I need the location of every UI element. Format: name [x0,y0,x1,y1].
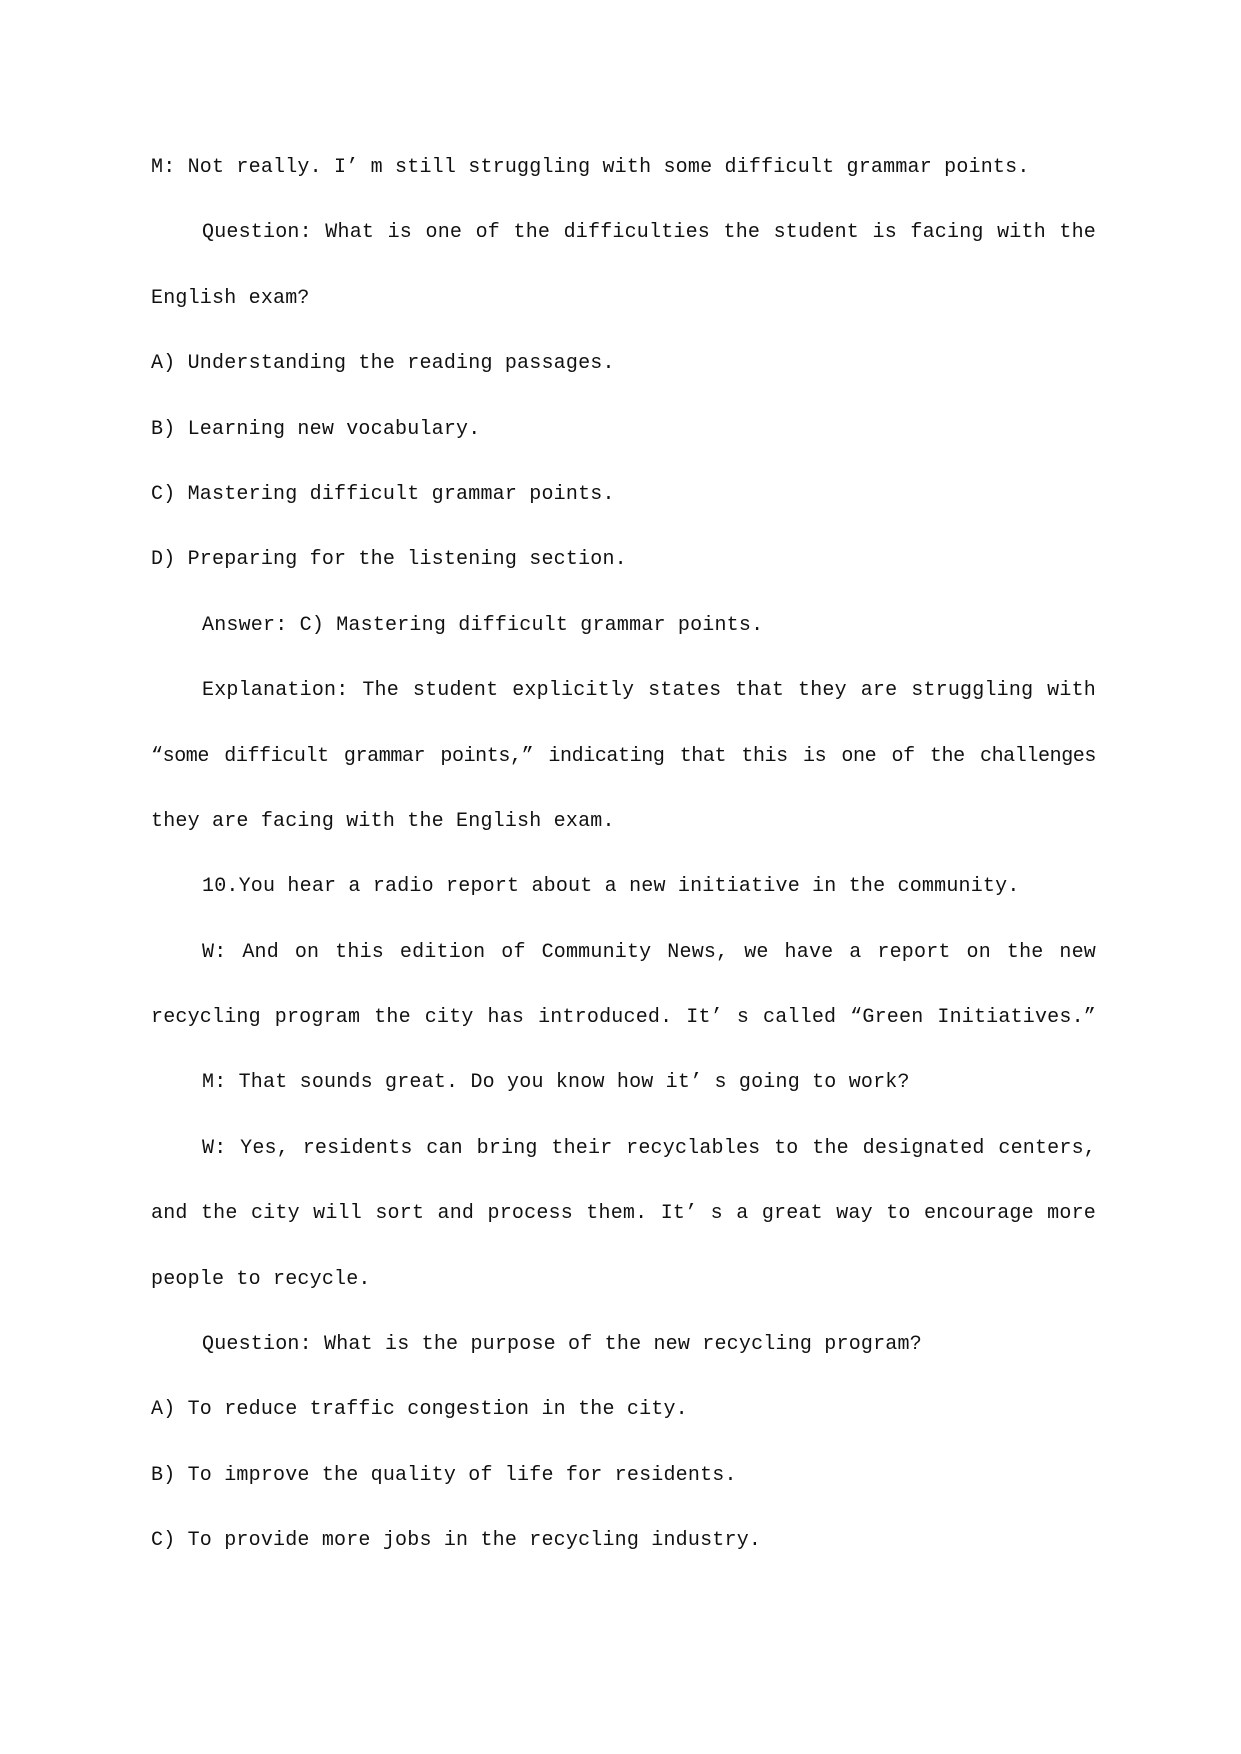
option-d: D) Preparing for the listening section. [151,548,627,572]
dialogue-line: and the city will sort and process them. It’ s a great way to encourage more [151,1202,1096,1226]
dialogue-line: people to recycle. [151,1267,371,1291]
answer-line: Answer: C) Mastering difficult grammar points. [202,613,764,637]
option-c: C) To provide more jobs in the recycling industry. [151,1529,762,1553]
dialogue-line: recycling program the city has introduced. It’ s called “Green Initiatives.” [151,1006,1096,1030]
dialogue-line: M: Not really. I’ m still struggling with some difficult grammar points. [151,156,1030,179]
document-body [151,135,1096,1574]
question-line: Question: What is one of the difficulties the student is facing with the [202,221,1096,245]
explanation-line: Explanation: The student explicitly states that they are struggling with [202,679,1096,703]
dialogue-line: W: Yes, residents can bring their recyclables to the designated centers, [202,1136,1096,1160]
option-b: B) Learning new vocabulary. [151,417,481,441]
dialogue-line: M: That sounds great. Do you know how it’ s going to work? [202,1071,910,1095]
option-a: A) Understanding the reading passages. [151,352,615,376]
question-intro: 10.You hear a radio report about a new initiative in the community. [202,875,1020,899]
option-b: B) To improve the quality of life for residents. [151,1463,737,1487]
dialogue-line: W: And on this edition of Community News, we have a report on the new [202,940,1096,964]
question-line: Question: What is the purpose of the new recycling program? [202,1333,922,1357]
explanation-line: “some difficult grammar points,” indicating that this is one of the challenges [151,744,1096,768]
explanation-line: they are facing with the English exam. [151,809,615,833]
question-line: English exam? [151,286,310,310]
option-c: C) Mastering difficult grammar points. [151,482,615,506]
option-a: A) To reduce traffic congestion in the city. [151,1398,688,1422]
